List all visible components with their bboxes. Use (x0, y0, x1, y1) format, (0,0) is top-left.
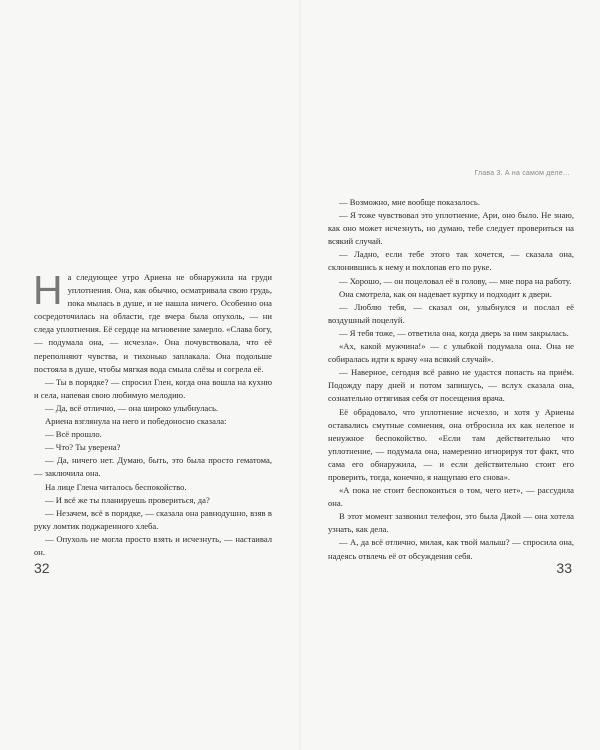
paragraph: — Ты в порядке? — спросил Глен, когда она вошла на кухню и села, напевая свою любимую мелодию. (34, 376, 272, 400)
right-page (300, 0, 600, 750)
opening-paragraph (33, 267, 272, 376)
drop-cap: Н (33, 267, 63, 313)
paragraph: — Незачем, всё в порядке, — сказала она равнодушно, взяв в руку ломтик поджаренного хлеба. (34, 507, 272, 531)
paragraph: — Возможно, мне вообще показалось. (339, 197, 480, 207)
paragraph: — Да, всё отлично, — она широко улыбнулась. (45, 402, 219, 413)
paragraph: На лице Глена читалось беспокойство. (45, 481, 187, 492)
paragraph: Ариена взглянула на него и победоносно сказала: (45, 416, 227, 427)
paragraph: Её обрадовало, что уплотнение исчезло, и хотя у Ариены оставались смутные сомнения, она отбросила их как нелепое и ненужное беспокойство. «Если там действительно что уплотнение, — подумала она, намеренно игнорируя тот факт, что сама его обнаружила, — и если действительно стоит его проверить, тогда, конечно, я нащупаю его снова». (328, 406, 574, 482)
left-page-text (33, 267, 272, 559)
running-head: Глава 3. А на самом деле… (474, 170, 570, 177)
paragraph: «А пока не стоит беспокоиться о том, чего нет», — рассудила она. (328, 485, 574, 509)
page-number-right: 33 (556, 560, 572, 576)
paragraph: «Ах, какой мужчина!» — с улыбкой подумала она. Она не собиралась идти к врачу «на всякий случай». (328, 341, 574, 365)
paragraph: — Я тебя тоже, — ответила она, когда дверь за ним закрылась. (339, 327, 569, 338)
paragraph: Она смотрела, как он надевает куртку и подходит к двери. (339, 288, 552, 299)
paragraph: — Ладно, если тебе этого так хочется, — сказала она, склонившись к нему и похлопав его по руке. (328, 249, 574, 273)
paragraph: — Что? Ты уверена? (45, 442, 121, 453)
paragraph: — А, да всё отлично, милая, как твой малыш? — спросила она, надеясь отвлечь её от обсуждения себя. (328, 537, 574, 561)
paragraph-text: а следующее утро Ариена не обнаружила на груди уплотнения. Она, как обычно, осматривала свою грудь, пока мылась в душе, и не нашла ничего. Особенно она сосредоточилась на области, где вчера была опухоль, — ни следа уплотнения. Её сердце на мгновение замерло. «Слава богу, — подумала она, — исчезла». Она почувствовала, что её переполняют чувства, и тихонько заплакала. Она подольше постояла в душе, чтобы мягкая вода смыла слёзы и согрела её. (34, 272, 272, 374)
paragraph: — Всё прошло. (45, 429, 102, 440)
right-page-text (328, 196, 574, 563)
paragraph: — Да, ничего нет. Думаю, быть, это была просто гематома, — заключила она. (34, 455, 272, 479)
paragraph: — Опухоль не могла просто взять и исчезнуть, — настаивал он. (34, 533, 272, 557)
paragraph: — Люблю тебя, — сказал он, улыбнулся и послал её воздушный поцелуй. (328, 301, 574, 325)
paragraph: — Я тоже чувствовал это уплотнение, Ари, оно было. Не знаю, как оно может исчезнуть, но думаю, тебе следует провериться на всякий случай. (328, 210, 574, 247)
page-number-left: 32 (34, 560, 50, 576)
paragraph: — Хорошо, — он поцеловал её в голову, — мне пора на работу. (339, 275, 572, 286)
paragraph: В этот момент зазвонил телефон, это была Джой — она хотела узнать, как дела. (328, 511, 574, 535)
paragraph: — Наверное, сегодня всё равно не удастся попасть на приём. Подожду пару дней и потом запишусь, — вслух сказала она, сознательно оттягивая себя от посещения врача. (328, 367, 574, 404)
paragraph: — И всё же ты планируешь провериться, да? (45, 494, 210, 505)
